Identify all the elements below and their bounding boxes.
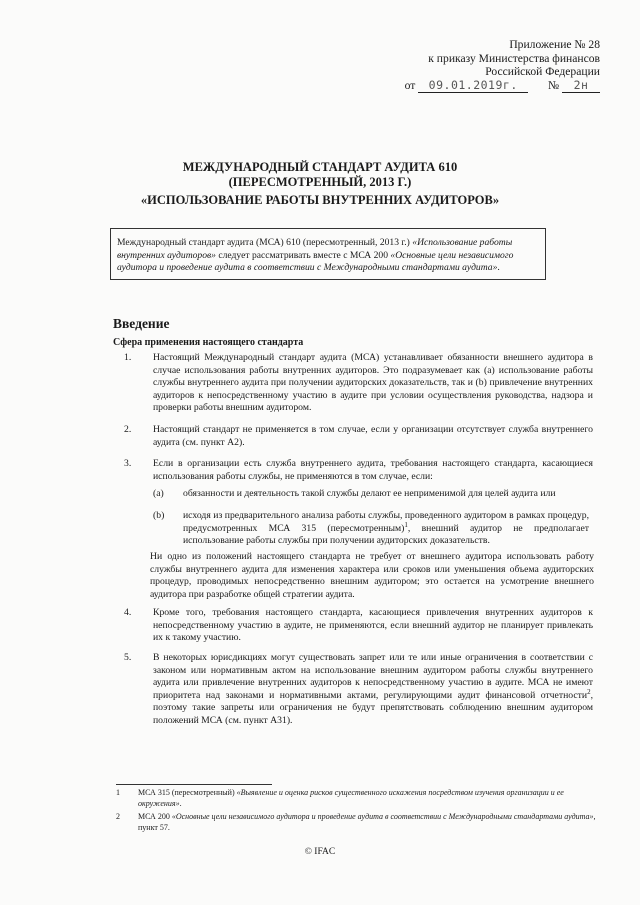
footnote-plain: МСА 200 [138, 812, 172, 821]
footnote-plain: МСА 315 (пересмотренный) [138, 788, 237, 797]
subparagraph-label: (a) [153, 488, 164, 499]
paragraph-number: 5. [124, 652, 132, 663]
subparagraph-text [183, 510, 589, 548]
title-line-2: (ПЕРЕСМОТРЕННЫЙ, 2013 Г.) [228, 175, 412, 189]
footnote-tail: . [179, 798, 182, 808]
paragraph-text-a: В некоторых юрисдикциях могут существовать запрет или те или иные ограничения в соответствии с законом или нормативным актом на использование внешним аудитором работы службы внутреннего аудита или привлечение внутренних аудиторов к непосредственному участию в аудите. МСА не имеют приоритета над законами и нормативными актами, регулирующими аудит финансовой отчетности [153, 652, 593, 701]
copyright-footer: © IFAC [304, 847, 336, 857]
box-text-3: следует рассматривать вместе с МСА 200 [215, 249, 391, 261]
footnote-ref-1: 1 [404, 520, 408, 529]
box-text-4: «Основные цели независимого аудитора и проведение аудита в соответствии с Международными стандартами аудита» [117, 249, 514, 274]
paragraph-number: 1. [124, 352, 132, 363]
footnote-italic: «Выявление и оценка рисков существенного искажения посредством изучения организации и ее окружения» [138, 788, 564, 808]
from-label: от [404, 78, 416, 92]
order-date: 09.01.2019г. [418, 79, 528, 94]
order-number: 2н [562, 79, 600, 94]
paragraph-text-b: , поэтому такие запреты или ограничения не будут препятствовать соблюдению внешним аудитором положений МСА (см. пункт А31). [153, 689, 593, 726]
paragraph-text: Кроме того, требования настоящего стандарта, касающиеся привлечения внутренних аудиторов к непосредственному участию в аудите, не применяются, если внешний аудитор не планирует привлекать их к такому участию. [153, 607, 593, 644]
title-line-3: «ИСПОЛЬЗОВАНИЕ РАБОТЫ ВНУТРЕННИХ АУДИТОРОВ» [140, 193, 500, 207]
subparagraph-text-a: исходя из предварительного анализа работы службы, проведенного аудитором в рамках процедур, предусмотренных МСА 315 (пересмотренным) [183, 510, 589, 534]
scope-note-box [110, 228, 546, 280]
appendix-date-line [360, 79, 600, 94]
footnote-text [138, 788, 600, 809]
subparagraph-label: (b) [153, 510, 165, 521]
paragraph-text: Настоящий Международный стандарт аудита (МСА) устанавливает обязанности внешнего аудитора в случае использования работы внутренних аудиторов. Это подразумевает как (a) использование работы службы внутреннего аудита при получении аудиторских доказательств, так и (b) привлечение внутренних аудиторов к непосредственному участию в аудите при условии осуществления руководства, надзора и проверки работы внешним аудитором. [153, 352, 593, 414]
footnote-ref-2: 2 [587, 687, 591, 696]
footnote-tail: , пункт 57. [138, 812, 596, 832]
number-label: № [548, 78, 560, 92]
section-heading: Введение [113, 316, 170, 331]
section-subheading: Сфера применения настоящего стандарта [113, 337, 304, 348]
footnote-number: 2 [116, 812, 120, 821]
paragraph-number: 4. [124, 607, 132, 618]
appendix-number: Приложение № 28 [509, 38, 600, 51]
box-text-5: . [497, 262, 500, 274]
paragraph-text: Настоящий стандарт не применяется в том случае, если у организации отсутствует служба внутреннего аудита (см. пункт А2). [153, 424, 593, 448]
footnote-divider [116, 784, 272, 785]
paragraph-text [153, 652, 593, 728]
box-text-2: «Использование работы внутренних аудиторов» [117, 237, 513, 261]
box-text-1: Международный стандарт аудита (МСА) 610 (пересмотренный, 2013 г.) [117, 237, 413, 248]
paragraph-number: 2. [124, 424, 132, 435]
footnote-number: 1 [116, 788, 120, 797]
footnote-italic: «Основные цели независимого аудитора и проведение аудита в соответствии с Международными стандартами аудита» [171, 812, 594, 821]
appendix-federation: Российской Федерации [485, 65, 600, 78]
paragraph-text: Если в организации есть служба внутреннего аудита, требования настоящего стандарта, касающиеся использования работы службы, не применяются в том случае, если: [153, 458, 593, 482]
subparagraph-text: обязанности и деятельность такой службы делают ее неприменимой для целей аудита или [183, 488, 556, 499]
paragraph-3-continuation: Ни одно из положений настоящего стандарта не требует от внешнего аудитора использовать работу службы внутреннего аудита для изменения характера или сроков или уменьшения объема аудиторских процедур, проводимых непосредственно внешним аудитором; это остается на усмотрение внешнего аудитора при разработке общей стратегии аудита. [150, 551, 594, 600]
appendix-order: к приказу Министерства финансов [428, 51, 600, 65]
subparagraph-text-b: , внешний аудитор не предполагает использование работы службы при получении аудиторских доказательств. [183, 522, 589, 547]
footnote-text [138, 812, 600, 833]
appendix-header [360, 38, 600, 93]
paragraph-number: 3. [124, 458, 132, 469]
title-line-1: МЕЖДУНАРОДНЫЙ СТАНДАРТ АУДИТА 610 [182, 160, 458, 174]
